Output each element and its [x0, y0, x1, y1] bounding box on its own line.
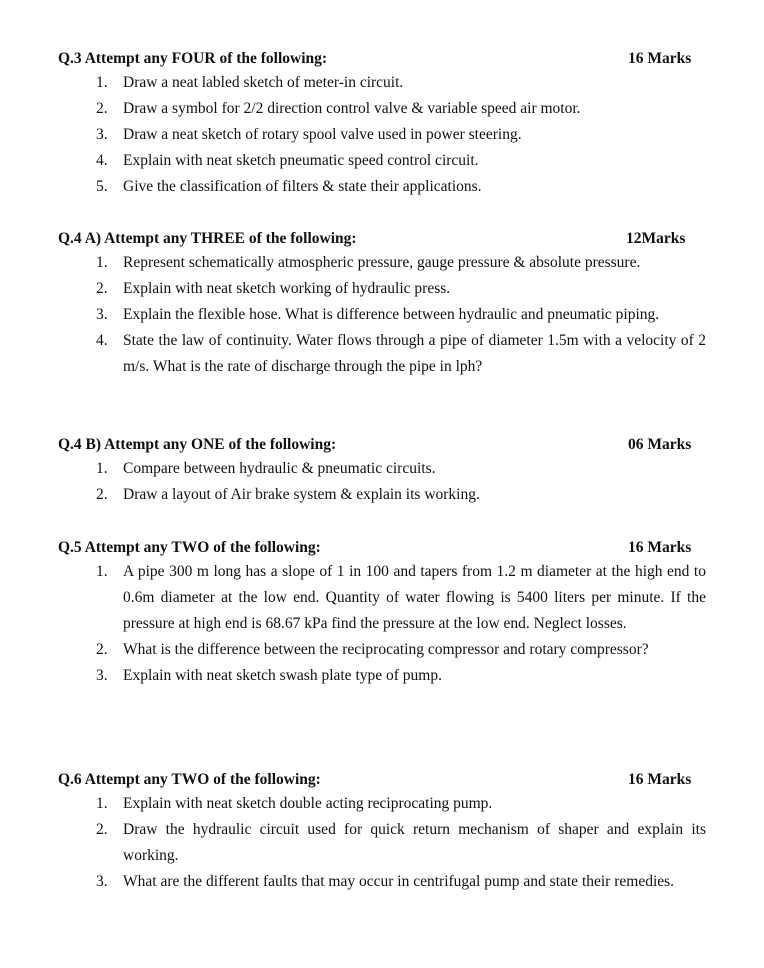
question-text: Explain with neat sketch pneumatic speed control circuit. — [123, 152, 479, 169]
question-number: 4. — [96, 332, 108, 349]
section-marks: 16 Marks — [628, 771, 692, 788]
question-text: What are the different faults that may occur in centrifugal pump and state their remedies. — [123, 873, 675, 890]
question-text: Explain with neat sketch double acting reciprocating pump. — [123, 795, 493, 812]
section-heading — [58, 48, 708, 70]
question-text: Compare between hydraulic & pneumatic circuits. — [123, 460, 436, 477]
question-text: Explain with neat sketch working of hydraulic press. — [123, 280, 451, 297]
question-item — [58, 663, 708, 689]
question-number: 3. — [96, 306, 108, 323]
question-list — [58, 250, 708, 380]
question-section-q4a — [58, 228, 708, 380]
question-number: 2. — [96, 821, 108, 838]
question-number: 2. — [96, 641, 108, 658]
question-text: Represent schematically atmospheric pressure, gauge pressure & absolute pressure. — [123, 254, 641, 271]
question-text: Explain the flexible hose. What is difference between hydraulic and pneumatic piping. — [123, 306, 660, 323]
question-item — [58, 456, 708, 482]
question-item — [58, 791, 708, 817]
section-title: Q.4 B) Attempt any ONE of the following: — [58, 436, 337, 453]
section-title: Q.5 Attempt any TWO of the following: — [58, 539, 321, 556]
question-item — [58, 869, 708, 895]
question-item — [58, 70, 708, 96]
question-number: 4. — [96, 152, 108, 169]
section-title: Q.4 A) Attempt any THREE of the following: — [58, 230, 357, 247]
question-number: 2. — [96, 486, 108, 503]
question-item — [58, 559, 708, 637]
question-text: Draw a neat sketch of rotary spool valve used in power steering. — [123, 126, 522, 143]
section-heading — [58, 434, 708, 456]
question-number: 1. — [96, 74, 108, 91]
section-marks: 16 Marks — [628, 50, 692, 67]
question-number: 3. — [96, 126, 108, 143]
question-number: 1. — [96, 460, 108, 477]
question-item — [58, 637, 708, 663]
question-number: 2. — [96, 280, 108, 297]
section-heading — [58, 537, 708, 559]
question-section-q6 — [58, 769, 708, 895]
question-number: 1. — [96, 563, 108, 580]
question-text: What is the difference between the reciprocating compressor and rotary compressor? — [123, 641, 649, 658]
question-item — [58, 148, 708, 174]
question-section-q5 — [58, 537, 708, 689]
question-text: A pipe 300 m long has a slope of 1 in 100 and tapers from 1.2 m diameter at the high end to 0.6m diameter at the low end. Quantity of water flowing is 5400 liters per minute. If the pressure at high end is 68.67 kPa find the pressure at the low end. Neglect losses. — [123, 563, 706, 632]
question-number: 2. — [96, 100, 108, 117]
question-number: 3. — [96, 873, 108, 890]
question-number: 3. — [96, 667, 108, 684]
question-text: State the law of continuity. Water flows through a pipe of diameter 1.5m with a velocity of 2 m/s. What is the rate of discharge through the pipe in lph? — [123, 332, 706, 375]
section-heading — [58, 228, 708, 250]
question-text: Draw a symbol for 2/2 direction control valve & variable speed air motor. — [123, 100, 581, 117]
question-number: 1. — [96, 795, 108, 812]
question-item — [58, 328, 708, 380]
question-text: Draw the hydraulic circuit used for quick return mechanism of shaper and explain its working. — [123, 821, 706, 864]
question-item — [58, 122, 708, 148]
section-marks: 16 Marks — [628, 539, 692, 556]
question-section-q4b — [58, 434, 708, 508]
question-item — [58, 250, 708, 276]
question-item — [58, 817, 708, 869]
question-text: Draw a neat labled sketch of meter-in circuit. — [123, 74, 404, 91]
question-section-q3 — [58, 48, 708, 200]
section-marks: 12Marks — [626, 230, 686, 247]
section-heading — [58, 769, 708, 791]
question-item — [58, 276, 708, 302]
question-item — [58, 96, 708, 122]
question-list — [58, 791, 708, 895]
section-title: Q.3 Attempt any FOUR of the following: — [58, 50, 328, 67]
question-list — [58, 456, 708, 508]
section-marks: 06 Marks — [628, 436, 692, 453]
question-number: 1. — [96, 254, 108, 271]
question-list — [58, 70, 708, 200]
question-item — [58, 482, 708, 508]
question-item — [58, 302, 708, 328]
question-text: Draw a layout of Air brake system & explain its working. — [123, 486, 480, 503]
question-number: 5. — [96, 178, 108, 195]
question-text: Give the classification of filters & state their applications. — [123, 178, 482, 195]
question-list — [58, 559, 708, 689]
section-title: Q.6 Attempt any TWO of the following: — [58, 771, 321, 788]
question-item — [58, 174, 708, 200]
question-text: Explain with neat sketch swash plate type of pump. — [123, 667, 442, 684]
